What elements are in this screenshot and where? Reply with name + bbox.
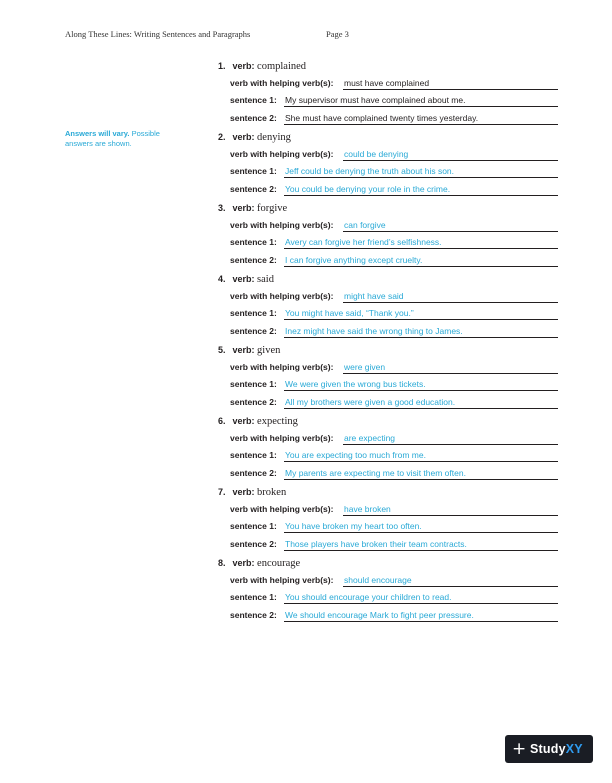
helping-verb-label: verb with helping verb(s): [230,149,334,159]
sentence-2-label: sentence 2: [230,112,277,123]
sentence-2-label: sentence 2: [230,467,277,478]
helping-verb-row [230,146,558,163]
sentence-2-answer: All my brothers were given a good education. [284,394,558,409]
helping-verb-answer: were given [343,359,558,374]
verb-label: verb: [232,345,255,355]
exercise-item [218,341,558,411]
sentence-1-row [230,305,558,322]
sentence-2-row [230,465,558,482]
sentence-2-answer: Those players have broken their team contracts. [284,536,558,551]
verb-line [218,341,558,359]
exercise-item [218,412,558,482]
sentence-1-label: sentence 1: [230,379,277,390]
helping-verb-label: verb with helping verb(s): [230,433,334,443]
sentence-1-answer: You might have said, “Thank you.” [284,305,558,320]
verb-word: given [257,345,281,356]
helping-verb-label: verb with helping verb(s): [230,220,334,230]
item-number: 4. [218,274,226,284]
answers-note-bold: Answers will vary. [65,129,130,138]
helping-verb-answer: should encourage [343,572,558,587]
helping-verb-row [230,75,558,92]
verb-line [218,199,558,217]
sentence-1-row [230,92,558,109]
sentence-1-label: sentence 1: [230,521,277,532]
helping-verb-answer: can forgive [343,217,558,232]
exercise-item [218,483,558,553]
verb-label: verb: [232,558,255,568]
helping-verb-answer: must have complained [343,75,558,90]
item-number: 3. [218,203,226,213]
helping-verb-answer: might have said [343,288,558,303]
verb-word: broken [257,487,287,498]
exercise-item [218,270,558,340]
exercise-item [218,199,558,269]
sentence-2-answer: Inez might have said the wrong thing to James. [284,323,558,338]
logo-wordmark [530,741,583,757]
helping-verb-label: verb with helping verb(s): [230,504,334,514]
sentence-1-row [230,518,558,535]
item-number: 8. [218,558,226,568]
helping-verb-row [230,430,558,447]
page-header [65,29,349,39]
sentence-2-label: sentence 2: [230,183,277,194]
sentence-2-row [230,252,558,269]
item-number: 6. [218,416,226,426]
sentence-2-answer: She must have complained twenty times yesterday. [284,110,558,125]
sentence-2-label: sentence 2: [230,538,277,549]
sentence-2-row [230,394,558,411]
verb-label: verb: [232,61,255,71]
sentence-2-answer: My parents are expecting me to visit them often. [284,465,558,480]
helping-verb-label: verb with helping verb(s): [230,575,334,585]
logo-wordmark-main: Study [530,742,566,756]
verb-line [218,57,558,75]
verb-label: verb: [232,416,255,426]
verb-line [218,554,558,572]
helping-verb-label: verb with helping verb(s): [230,291,334,301]
verb-label: verb: [232,203,255,213]
exercise-item [218,57,558,127]
item-number: 2. [218,132,226,142]
sentence-1-row [230,163,558,180]
helping-verb-answer: are expecting [343,430,558,445]
answers-note [65,129,175,148]
helping-verb-label: verb with helping verb(s): [230,362,334,372]
helping-verb-answer: have broken [343,501,558,516]
sentence-2-label: sentence 2: [230,325,277,336]
verb-line [218,128,558,146]
verb-label: verb: [232,274,255,284]
sentence-1-label: sentence 1: [230,450,277,461]
item-number: 1. [218,61,226,71]
verb-word: denying [257,132,291,143]
sentence-2-row [230,181,558,198]
page-number: Page 3 [326,29,349,39]
sentence-1-label: sentence 1: [230,308,277,319]
sentence-1-answer: You should encourage your children to read. [284,589,558,604]
sentence-2-label: sentence 2: [230,609,277,620]
helping-verb-row [230,288,558,305]
sentence-2-row [230,110,558,127]
verb-line [218,270,558,288]
helping-verb-label: verb with helping verb(s): [230,78,334,88]
verb-word: expecting [257,416,298,427]
sentence-1-answer: We were given the wrong bus tickets. [284,376,558,391]
sentence-2-row [230,607,558,624]
item-number: 7. [218,487,226,497]
sentence-1-answer: You have broken my heart too often. [284,518,558,533]
sentence-1-answer: My supervisor must have complained about me. [284,92,558,107]
helping-verb-row [230,217,558,234]
item-number: 5. [218,345,226,355]
sentence-2-answer: We should encourage Mark to fight peer pressure. [284,607,558,622]
sentence-2-label: sentence 2: [230,396,277,407]
sentence-1-row [230,376,558,393]
sentence-1-answer: Avery can forgive her friend’s selfishness. [284,234,558,249]
verb-word: encourage [257,558,301,569]
logo-wordmark-accent: XY [565,742,583,756]
sentence-2-answer: You could be denying your role in the crime. [284,181,558,196]
sentence-1-label: sentence 1: [230,166,277,177]
verb-word: forgive [257,203,288,214]
sentence-2-row [230,323,558,340]
sentence-2-label: sentence 2: [230,254,277,265]
book-title: Along These Lines: Writing Sentences and Paragraphs [65,29,251,39]
verb-line [218,483,558,501]
helping-verb-row [230,501,558,518]
verb-line [218,412,558,430]
plus-icon: + [512,739,527,759]
verb-label: verb: [232,487,255,497]
exercise-item [218,554,558,624]
sentence-1-label: sentence 1: [230,592,277,603]
verb-word: complained [257,61,307,72]
sentence-1-row [230,447,558,464]
sentence-2-row [230,536,558,553]
helping-verb-row [230,359,558,376]
answers-note-text: Possible answers are shown. [65,129,160,148]
helping-verb-row [230,572,558,589]
verb-label: verb: [232,132,255,142]
sentence-2-answer: I can forgive anything except cruelty. [284,252,558,267]
exercise-item [218,128,558,198]
sentence-1-label: sentence 1: [230,95,277,106]
sentence-1-answer: You are expecting too much from me. [284,447,558,462]
sentence-1-label: sentence 1: [230,237,277,248]
studyxy-logo [505,735,593,763]
sentence-1-row [230,589,558,606]
sentence-1-answer: Jeff could be denying the truth about his son. [284,163,558,178]
sentence-1-row [230,234,558,251]
helping-verb-answer: could be denying [343,146,558,161]
verb-word: said [257,274,274,285]
